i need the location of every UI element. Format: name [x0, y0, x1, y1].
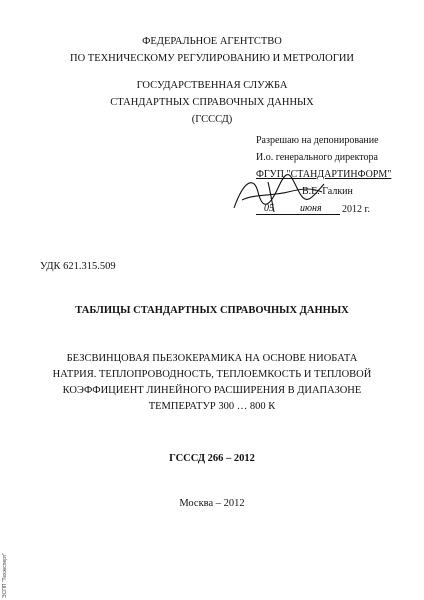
subject-line-2: НАТРИЯ. ТЕПЛОПРОВОДНОСТЬ, ТЕПЛОЕМКОСТЬ И ТЕПЛОВОЙ	[52, 369, 372, 380]
subject-line-1: БЕЗСВИНЦОВАЯ ПЬЕЗОКЕРАМИКА НА ОСНОВЕ НИОБАТА	[66, 353, 358, 364]
approval-line-1: Разрешаю на депонирование	[256, 135, 379, 146]
service-abbreviation: (ГСССД)	[191, 114, 233, 125]
service-name-line-1: ГОСУДАРСТВЕННАЯ СЛУЖБА	[136, 80, 288, 91]
agency-name-line-2: ПО ТЕХНИЧЕСКОМУ РЕГУЛИРОВАНИЮ И МЕТРОЛОГИИ	[69, 53, 354, 64]
udk-code: УДК 621.315.509	[40, 261, 116, 272]
approval-date-day: 05	[264, 203, 274, 214]
approval-signatory: В.Е. Галкин	[302, 186, 353, 197]
subject-line-3: КОЭФФИЦИЕНТ ЛИНЕЙНОГО РАСШИРЕНИЯ В ДИАПАЗОНЕ	[62, 385, 362, 396]
approval-line-2: И.о. генерального директора	[256, 152, 378, 163]
service-name-line-2: СТАНДАРТНЫХ СПРАВОЧНЫХ ДАННЫХ	[110, 97, 314, 108]
approval-year: 2012 г.	[342, 204, 370, 215]
handwritten-signature	[228, 170, 328, 218]
standard-code: ГСССД 266 – 2012	[169, 453, 255, 464]
agency-name-line-1: ФЕДЕРАЛЬНОЕ АГЕНТСТВО	[142, 36, 282, 47]
side-stamp: ЭСПП "Техэксперт"	[2, 552, 8, 598]
subject-line-4: ТЕМПЕРАТУР 300 … 800 К	[148, 401, 276, 412]
approval-organization: ФГУП "СТАНДАРТИНФОРМ"	[256, 169, 392, 180]
place-and-year: Москва – 2012	[179, 498, 245, 509]
document-title: ТАБЛИЦЫ СТАНДАРТНЫХ СПРАВОЧНЫХ ДАННЫХ	[75, 305, 349, 316]
approval-date-month: июня	[300, 203, 322, 214]
